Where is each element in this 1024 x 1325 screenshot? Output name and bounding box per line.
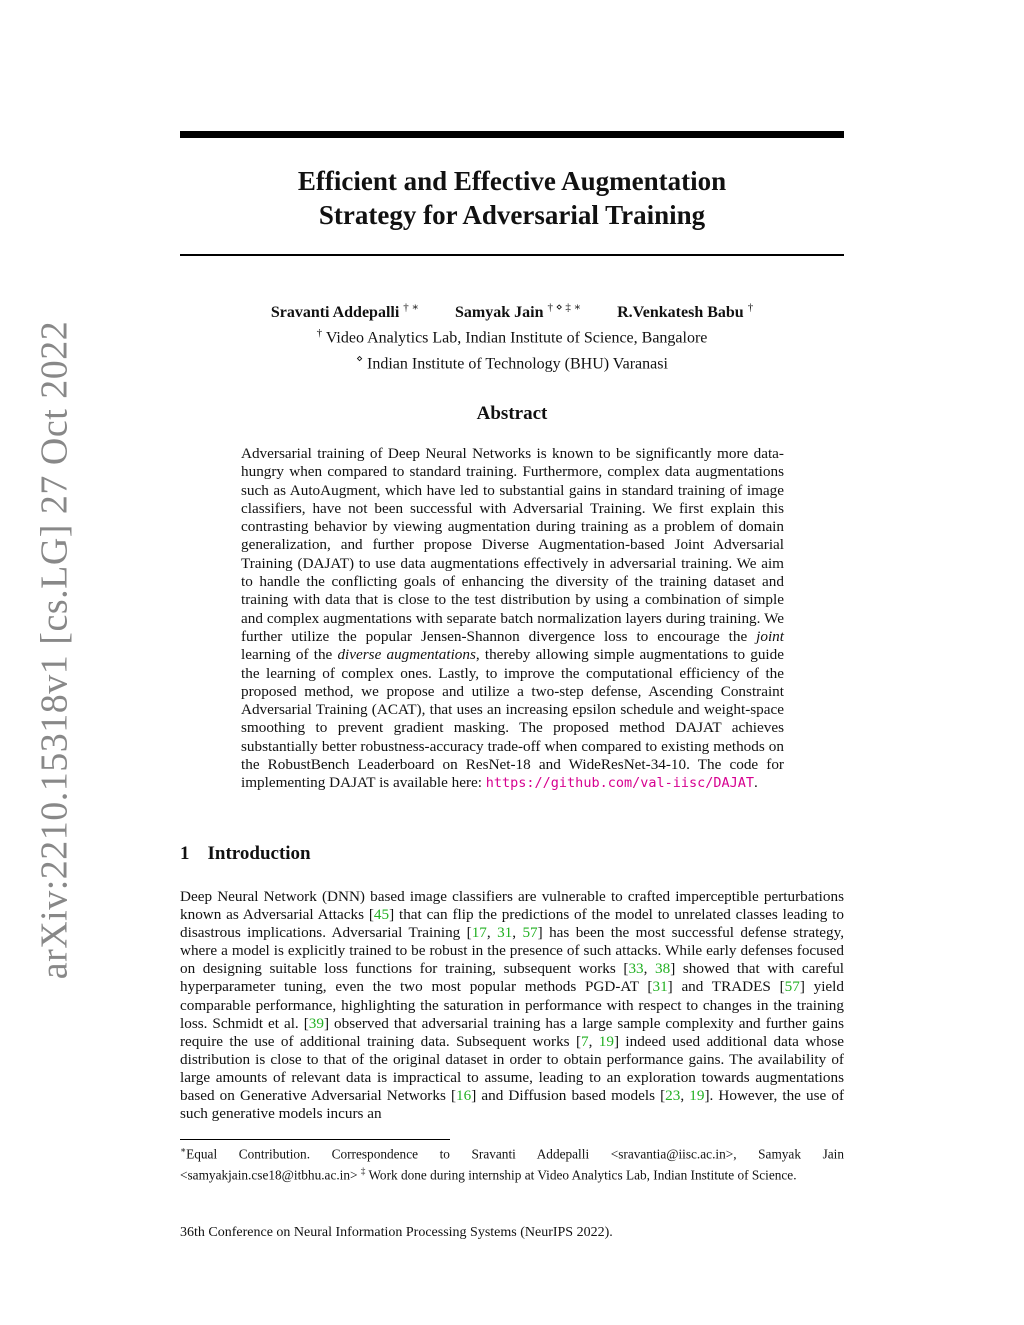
citation-link[interactable]: 23 xyxy=(665,1087,681,1105)
citation-link[interactable]: 39 xyxy=(308,1014,324,1032)
code-link[interactable]: https://github.com/val-iisc/DAJAT xyxy=(485,775,754,792)
citation-link[interactable]: 38 xyxy=(655,960,671,978)
arxiv-id: arXiv:2210.15318v1 [cs.LG] 27 Oct 2022 xyxy=(33,320,75,980)
title-line-1: Efficient and Effective Augmentation xyxy=(297,166,727,196)
footnote-rule xyxy=(180,1139,450,1140)
arxiv-identifier-stamp xyxy=(28,320,80,980)
author-names xyxy=(180,298,844,323)
citation-link[interactable]: 45 xyxy=(373,906,390,924)
citation-link[interactable]: 33 xyxy=(628,960,644,978)
title-line-2: Strategy for Adversarial Training xyxy=(318,200,706,230)
author-1: Sravanti Addepalli † ∗ xyxy=(270,302,420,322)
citation-link[interactable]: 17 xyxy=(471,924,487,942)
title-top-rule xyxy=(180,131,844,138)
abstract-text: Adversarial training of Deep Neural Networks is known to be significantly more data-hungry when compared to standard training. Furthermore, complex data augmentations such as AutoAugment, which have led to substantial gains in standard training of image classifiers, have not been successful with Adversarial Training. We first explain this contrasting behavior by viewing augmentation during training as a problem of domain generalization, and further propose Diverse Augmentation-based Joint Adversarial Training (DAJAT) to use data augmentations effectively in adversarial training. We aim to handle the conflicting goals of enhancing the diversity of the training dataset and training with data that is close to the test distribution by using a combination of simple and complex augmentations with separate batch normalization layers during training. We further utilize the popular Jensen-Shannon divergence loss to encourage the joint learning of the diverse augmentations, thereby allowing simple augmentations to guide the learning of complex ones. Lastly, to improve the computational efficiency of the proposed method, we propose and utilize a two-step defense, Ascending Constraint Adversarial Training (ACAT), that uses an increasing epsilon schedule and weight-space smoothing to prevent gradient masking. The proposed method DAJAT achieves substantially better robustness-accuracy trade-off when compared to existing methods on the RobustBench Leaderboard on ResNet-18 and WideResNet-34-10. The code for implementing DAJAT is available here: https://github.com/val-iisc/DAJAT. xyxy=(241,445,784,792)
affiliation-2: ⋄ Indian Institute of Technology (BHU) Varanasi xyxy=(356,352,668,372)
author-3: R.Venkatesh Babu † xyxy=(617,302,754,322)
section-heading-introduction: 1 Introduction xyxy=(180,843,311,864)
citation-link[interactable]: 16 xyxy=(456,1087,472,1105)
author-block xyxy=(180,298,844,374)
citation-link[interactable]: 57 xyxy=(522,924,538,942)
title-bottom-rule xyxy=(180,254,844,256)
conference-venue: 36th Conference on Neural Information Processing Systems (NeurIPS 2022). xyxy=(180,1225,613,1240)
citation-link[interactable]: 19 xyxy=(689,1087,705,1105)
citation-link[interactable]: 31 xyxy=(497,924,513,942)
citation-link[interactable]: 19 xyxy=(598,1032,614,1050)
introduction-paragraph: Deep Neural Network (DNN) based image classifiers are vulnerable to crafted imperceptible perturbations known as Adversarial Attacks [45] that can flip the predictions of the model to unrelated classes leading to disastrous implications. Adversarial Training [17, 31, 57] has been the most successful defense strategy, where a model is explicitly trained to be robust in the presence of such attacks. While early defenses focused on designing suitable loss functions for training, subsequent works [33, 38] showed that with careful hyperparameter tuning, even the two most popular methods PGD-AT [31] and TRADES [57] yield comparable performance, highlighting the saturation in performance with respect to changes in the training loss. Schmidt et al. [39] observed that adversarial training has a large sample complexity and further gains require the use of additional training data. Subsequent works [7, 19] indeed used additional data whose distribution is close to that of the original dataset in order to obtain performance gains. The availability of large amounts of relevant data is impractical to assume, leading to an exploration towards augmentations based on Generative Adversarial Networks [16] and Diffusion based models [23, 19]. However, the use of such generative models incurs an xyxy=(180,888,845,1123)
footnote: ∗Equal Contribution. Correspondence to Sravanti Addepalli <sravantia@iisc.ac.in>, Samyak Jain <samyakjain.cse18@itbhu.ac.in> ‡ Work done during internship at Video Analytics Lab, Indian Institute of Science. xyxy=(180,1145,844,1183)
paper-title xyxy=(180,164,844,232)
affiliation-1: † Video Analytics Lab, Indian Institute of Science, Bangalore xyxy=(316,327,708,347)
citation-link[interactable]: 57 xyxy=(784,978,800,996)
abstract-heading: Abstract xyxy=(476,403,548,424)
author-2: Samyak Jain † ⋄ ‡ ∗ xyxy=(455,302,582,322)
citation-link[interactable]: 31 xyxy=(652,978,668,996)
citation-link[interactable]: 7 xyxy=(581,1032,589,1050)
